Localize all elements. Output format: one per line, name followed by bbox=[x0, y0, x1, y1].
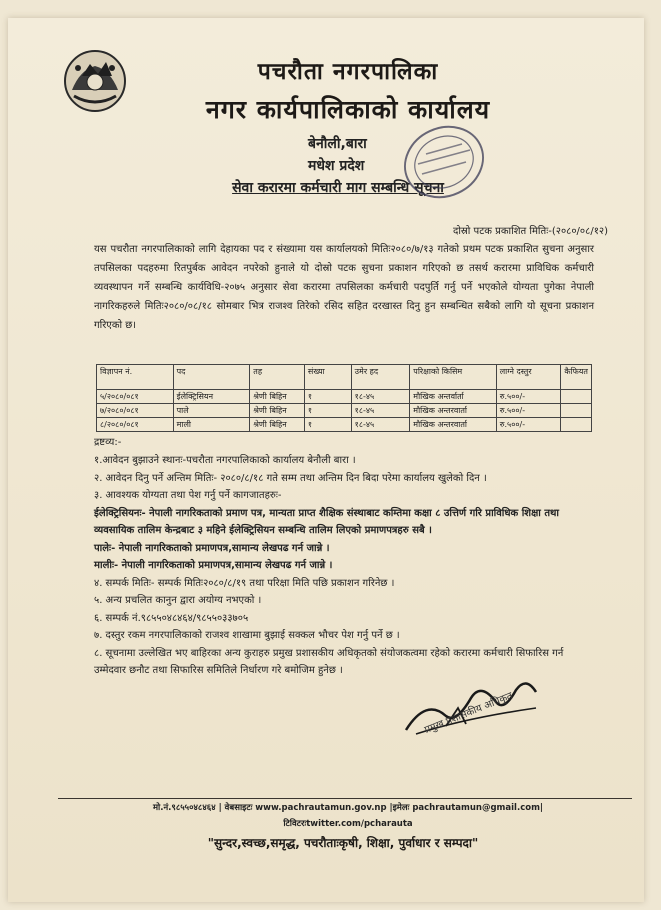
address-line-1: बेनौली,बारा bbox=[308, 136, 367, 152]
vacancy-table bbox=[96, 364, 592, 432]
note-item: ८. सूचनामा उल्लेखित भए बाहिरका अन्य कुराहरु प्रमुख प्रशासकीय अधिकृतको संयोजकत्वमा रहेको करारमा कर्मचारी सिफारिस गर्न उम्मेदवार छनौट तथा सिफारिस समितिले निर्धारण गरे बमोजिम हुनेछ । bbox=[94, 647, 564, 676]
cell: माली bbox=[173, 418, 250, 432]
cell: श्रेणी बिहिन bbox=[250, 390, 305, 404]
cell bbox=[561, 404, 592, 418]
note-item: मालीः- नेपाली नागरिकताको प्रमाणपत्र,सामान्य लेखपढ गर्न जान्ने । bbox=[94, 560, 333, 571]
note-item: ईलेक्ट्रिसियनः- नेपाली नागरिकताको प्रमाण पत्र, मान्यता प्राप्त शैक्षिक संस्थाबाट कम्तिमा कक्षा ८ उत्तिर्ण गरि प्राविधिक शिक्षा तथा व्यवसायिक तालिम केन्द्रबाट ३ महिने ईलेक्ट्रिसियन सम्बन्धि तालिम लिएको प्रमाणपत्रहरु सबै । bbox=[94, 507, 560, 536]
col-level: तह bbox=[250, 365, 305, 390]
cell: १ bbox=[304, 390, 351, 404]
cell: रु.५००/- bbox=[496, 390, 561, 404]
cell: १८-४५ bbox=[351, 404, 410, 418]
footer-divider bbox=[58, 798, 632, 799]
note-item: २. आवेदन दिनु पर्ने अन्तिम मितिः- २०८०/८/१८ गते सम्म तथा अन्तिम दिन बिदा परेमा कार्यालय खुलेको दिन । bbox=[94, 472, 487, 484]
address-line-2: मधेश प्रदेश bbox=[308, 158, 365, 174]
cell: १ bbox=[304, 418, 351, 432]
note-item: ७. दस्तुर रकम नगरपालिकाको राजश्व शाखामा बुझाई सक्कल भौचर पेश गर्नु पर्ने छ । bbox=[94, 630, 400, 641]
notice-sheet bbox=[8, 18, 644, 902]
cell: मौखिक अन्तर्वार्ता bbox=[410, 390, 496, 404]
footer-slogan: "सुन्दर,स्वच्छ,समृद्ध, पचरौताःकृषी, शिक्षा, पुर्वाधार र सम्पदा" bbox=[207, 836, 479, 850]
note-item: ४. सम्पर्क मितिः- सम्पर्क मितिः२०८०/८/१९ तथा परिक्षा मिति पछि प्रकाशन गरिनेछ । bbox=[94, 577, 395, 589]
cell bbox=[561, 418, 592, 432]
cell: १८-४५ bbox=[351, 418, 410, 432]
cell: मौखिक अन्तरवार्ता bbox=[410, 418, 496, 432]
cell: पाले bbox=[173, 404, 250, 418]
note-item: १.आवेदन बुझाउने स्थानः-पचरौता नगरपालिकाको कार्यालय बेनौली बारा । bbox=[94, 455, 356, 466]
cell: ५/२०८०/०८१ bbox=[97, 390, 174, 404]
cell bbox=[561, 390, 592, 404]
footer-contact: मो.नं.९८५५०४८४६४ | वेबसाइटः www.pachrautamun.gov.np |इमेलः pachrautamun@gmail.com| bbox=[152, 803, 544, 813]
col-remarks: कैफियत bbox=[561, 365, 592, 390]
notes-heading: द्रष्टव्य:- bbox=[94, 437, 122, 448]
note-item: ६. सम्पर्क नं.९८५५०४८४६४/९८५५०३३७०५ bbox=[94, 612, 249, 624]
cell: १८-४५ bbox=[351, 390, 410, 404]
cell: १ bbox=[304, 404, 351, 418]
cell: रु.५००/- bbox=[496, 404, 561, 418]
signature-caption: प्रमुख प्रशासकीय अधिकृत bbox=[423, 690, 515, 736]
notes-list bbox=[94, 452, 594, 680]
col-count: संख्या bbox=[304, 365, 351, 390]
cell: श्रेणी बिहिन bbox=[250, 404, 305, 418]
cell: श्रेणी बिहिन bbox=[250, 418, 305, 432]
cell: ७/२०८०/०८१ bbox=[97, 404, 174, 418]
office-round-stamp-icon bbox=[396, 114, 492, 210]
municipality-name: पचरौता नगरपालिका bbox=[257, 59, 439, 85]
notice-subject: सेवा करारमा कर्मचारी माग सम्बन्धि सूचना bbox=[232, 180, 444, 196]
col-ad-number: विज्ञापन नं. bbox=[97, 365, 174, 390]
notice-body: यस पचरौता नगरपालिकाको लागि देहायका पद र संख्यामा यस कार्यालयको मितिः२०८०/७/१३ गतेको प्रथम पटक प्रकाशित सुचना अनुसार तपसिलका पदहरुमा रितपुर्बक आवेदन नपरेको हुनाले यो दोस्रो पटक सुचना प्रकाशन गरिएको छ तसर्थ करारमा प्राविधिक कर्मचारी व्यवस्थापन गर्ने सम्बन्धि कार्यविधि-२०७५ अनुसार सेवा करारमा तपसिलका कर्मचारी पदपुर्ति गर्नु पर्ने भएकोले योग्यता पुगेका नेपाली नागरिकहरुले मितिः२०८०/०८/१८ सोमबार भित्र राजश्व तिरेको रसिद सहित दरखास्त दिनु हुन सम्बन्धित सबैको लागि यो सूचना प्रकाशन गरिएको छ। bbox=[94, 244, 594, 331]
col-age-limit: उमेर हद bbox=[351, 365, 410, 390]
note-item: ३. आवश्यक योग्यता तथा पेश गर्नु पर्ने कागजातहरुः- bbox=[94, 490, 282, 501]
table-header-row bbox=[97, 365, 592, 390]
col-post: पद bbox=[173, 365, 250, 390]
cell: मौखिक अन्तरवार्ता bbox=[410, 404, 496, 418]
office-name: नगर कार्यपालिकाको कार्यालय bbox=[205, 95, 491, 124]
cell: रु.५००/- bbox=[496, 418, 561, 432]
cell: ८/२०८०/०८१ bbox=[97, 418, 174, 432]
cell: ईलेक्ट्रिसियन bbox=[173, 390, 250, 404]
col-fee: लाग्ने दस्तुर bbox=[496, 365, 561, 390]
table-row bbox=[97, 404, 592, 418]
nepal-emblem-logo-icon bbox=[60, 46, 130, 116]
publish-date: दोस्रो पटक प्रकाशित मितिः-(२०८०/०८/१२) bbox=[453, 226, 608, 237]
table-row bbox=[97, 390, 592, 404]
note-item: ५. अन्य प्रचलित कानुन द्वारा अयोग्य नभएको । bbox=[94, 595, 262, 606]
note-item: पालेः- नेपाली नागरिकताको प्रमाणपत्र,सामान्य लेखपढ गर्न जान्ने । bbox=[94, 542, 330, 554]
col-exam-type: परिक्षाको किसिम bbox=[410, 365, 496, 390]
footer-twitter: टिविटरःtwitter.com/pcharauta bbox=[283, 819, 413, 829]
table-row bbox=[97, 418, 592, 432]
